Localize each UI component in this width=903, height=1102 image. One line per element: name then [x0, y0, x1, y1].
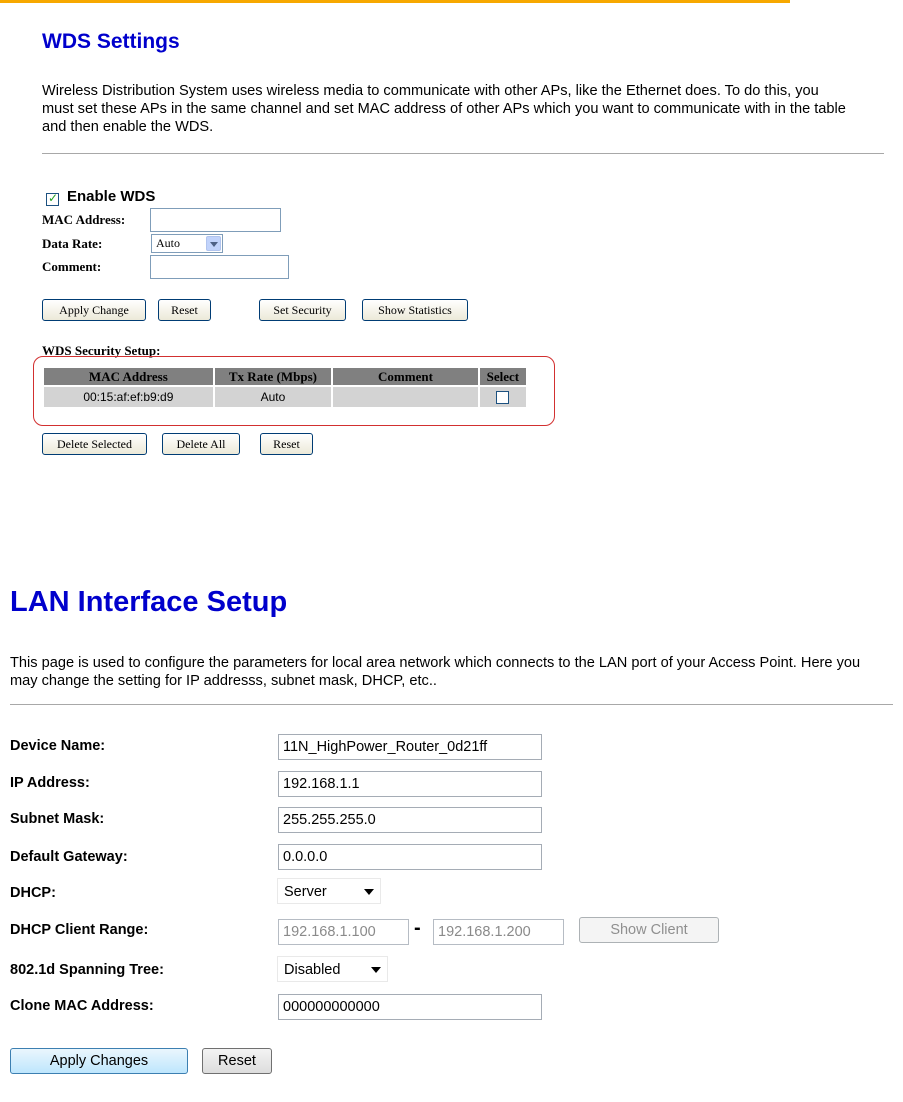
wds-page-title: WDS Settings [42, 30, 180, 53]
subnet-mask-input[interactable]: 255.255.255.0 [278, 807, 542, 833]
table-highlight-outline [33, 356, 555, 426]
clone-mac-label: Clone MAC Address: [10, 998, 154, 1014]
ip-address-label: IP Address: [10, 775, 90, 791]
wds-security-setup-title: WDS Security Setup: [42, 343, 161, 358]
dropdown-arrow-icon [371, 967, 381, 973]
wds-reset-button[interactable]: Reset [158, 299, 211, 321]
dhcp-select-value: Server [284, 884, 327, 900]
column-mac-address: MAC Address [44, 368, 213, 385]
dhcp-range-start-input[interactable]: 192.168.1.100 [278, 919, 409, 945]
column-comment: Comment [333, 368, 478, 385]
row-tx-rate: Auto [215, 387, 331, 407]
set-security-button[interactable]: Set Security [259, 299, 346, 321]
spanning-tree-label: 802.1d Spanning Tree: [10, 962, 164, 978]
comment-input[interactable] [150, 255, 289, 279]
table-reset-button[interactable]: Reset [260, 433, 313, 455]
dhcp-label: DHCP: [10, 885, 56, 901]
dhcp-range-end-input[interactable]: 192.168.1.200 [433, 919, 564, 945]
top-rule [0, 0, 790, 3]
range-separator: - [414, 917, 421, 939]
clone-mac-input[interactable]: 000000000000 [278, 994, 542, 1020]
data-rate-label: Data Rate: [42, 236, 103, 251]
enable-wds-checkbox[interactable] [46, 193, 59, 206]
chevron-down-icon [206, 236, 221, 251]
subnet-mask-label: Subnet Mask: [10, 811, 105, 827]
lan-page-title: LAN Interface Setup [10, 586, 288, 618]
comment-label: Comment: [42, 259, 102, 274]
wds-divider [42, 153, 884, 154]
spanning-tree-select-value: Disabled [284, 962, 341, 978]
default-gateway-input[interactable]: 0.0.0.0 [278, 844, 542, 870]
show-client-button[interactable]: Show Client [579, 917, 719, 943]
dhcp-select[interactable] [277, 878, 381, 904]
apply-change-button[interactable]: Apply Change [42, 299, 146, 321]
delete-selected-button[interactable]: Delete Selected [42, 433, 147, 455]
wds-description: Wireless Distribution System uses wireless media to communicate with other APs, like the Ethernet does. To do this, you must set these APs in the same channel and set MAC address of other APs which you want to communicate with in the table and then enable the WDS. [42, 83, 846, 135]
device-name-input[interactable]: 11N_HighPower_Router_0d21ff [278, 734, 542, 760]
lan-divider [10, 704, 893, 705]
dropdown-arrow-icon [364, 889, 374, 895]
show-statistics-button[interactable]: Show Statistics [362, 299, 468, 321]
apply-changes-button[interactable]: Apply Changes [10, 1048, 188, 1074]
default-gateway-label: Default Gateway: [10, 849, 128, 865]
lan-description: This page is used to configure the parameters for local area network which connects to the LAN port of your Access Point. Here you may change the setting for IP addresss, subnet mask, DHCP, etc.. [10, 655, 861, 689]
row-mac-address: 00:15:af:ef:b9:d9 [44, 387, 213, 407]
column-tx-rate: Tx Rate (Mbps) [215, 368, 331, 385]
lan-reset-button[interactable]: Reset [202, 1048, 272, 1074]
dhcp-client-range-label: DHCP Client Range: [10, 922, 149, 938]
device-name-label: Device Name: [10, 738, 106, 754]
column-select: Select [480, 368, 526, 385]
spanning-tree-select[interactable] [277, 956, 388, 982]
delete-all-button[interactable]: Delete All [162, 433, 240, 455]
enable-wds-label: Enable WDS [67, 188, 156, 205]
ip-address-input[interactable]: 192.168.1.1 [278, 771, 542, 797]
mac-address-input[interactable] [150, 208, 281, 232]
mac-address-label: MAC Address: [42, 212, 126, 227]
data-rate-select[interactable] [151, 234, 223, 253]
data-rate-value: Auto [156, 236, 180, 250]
